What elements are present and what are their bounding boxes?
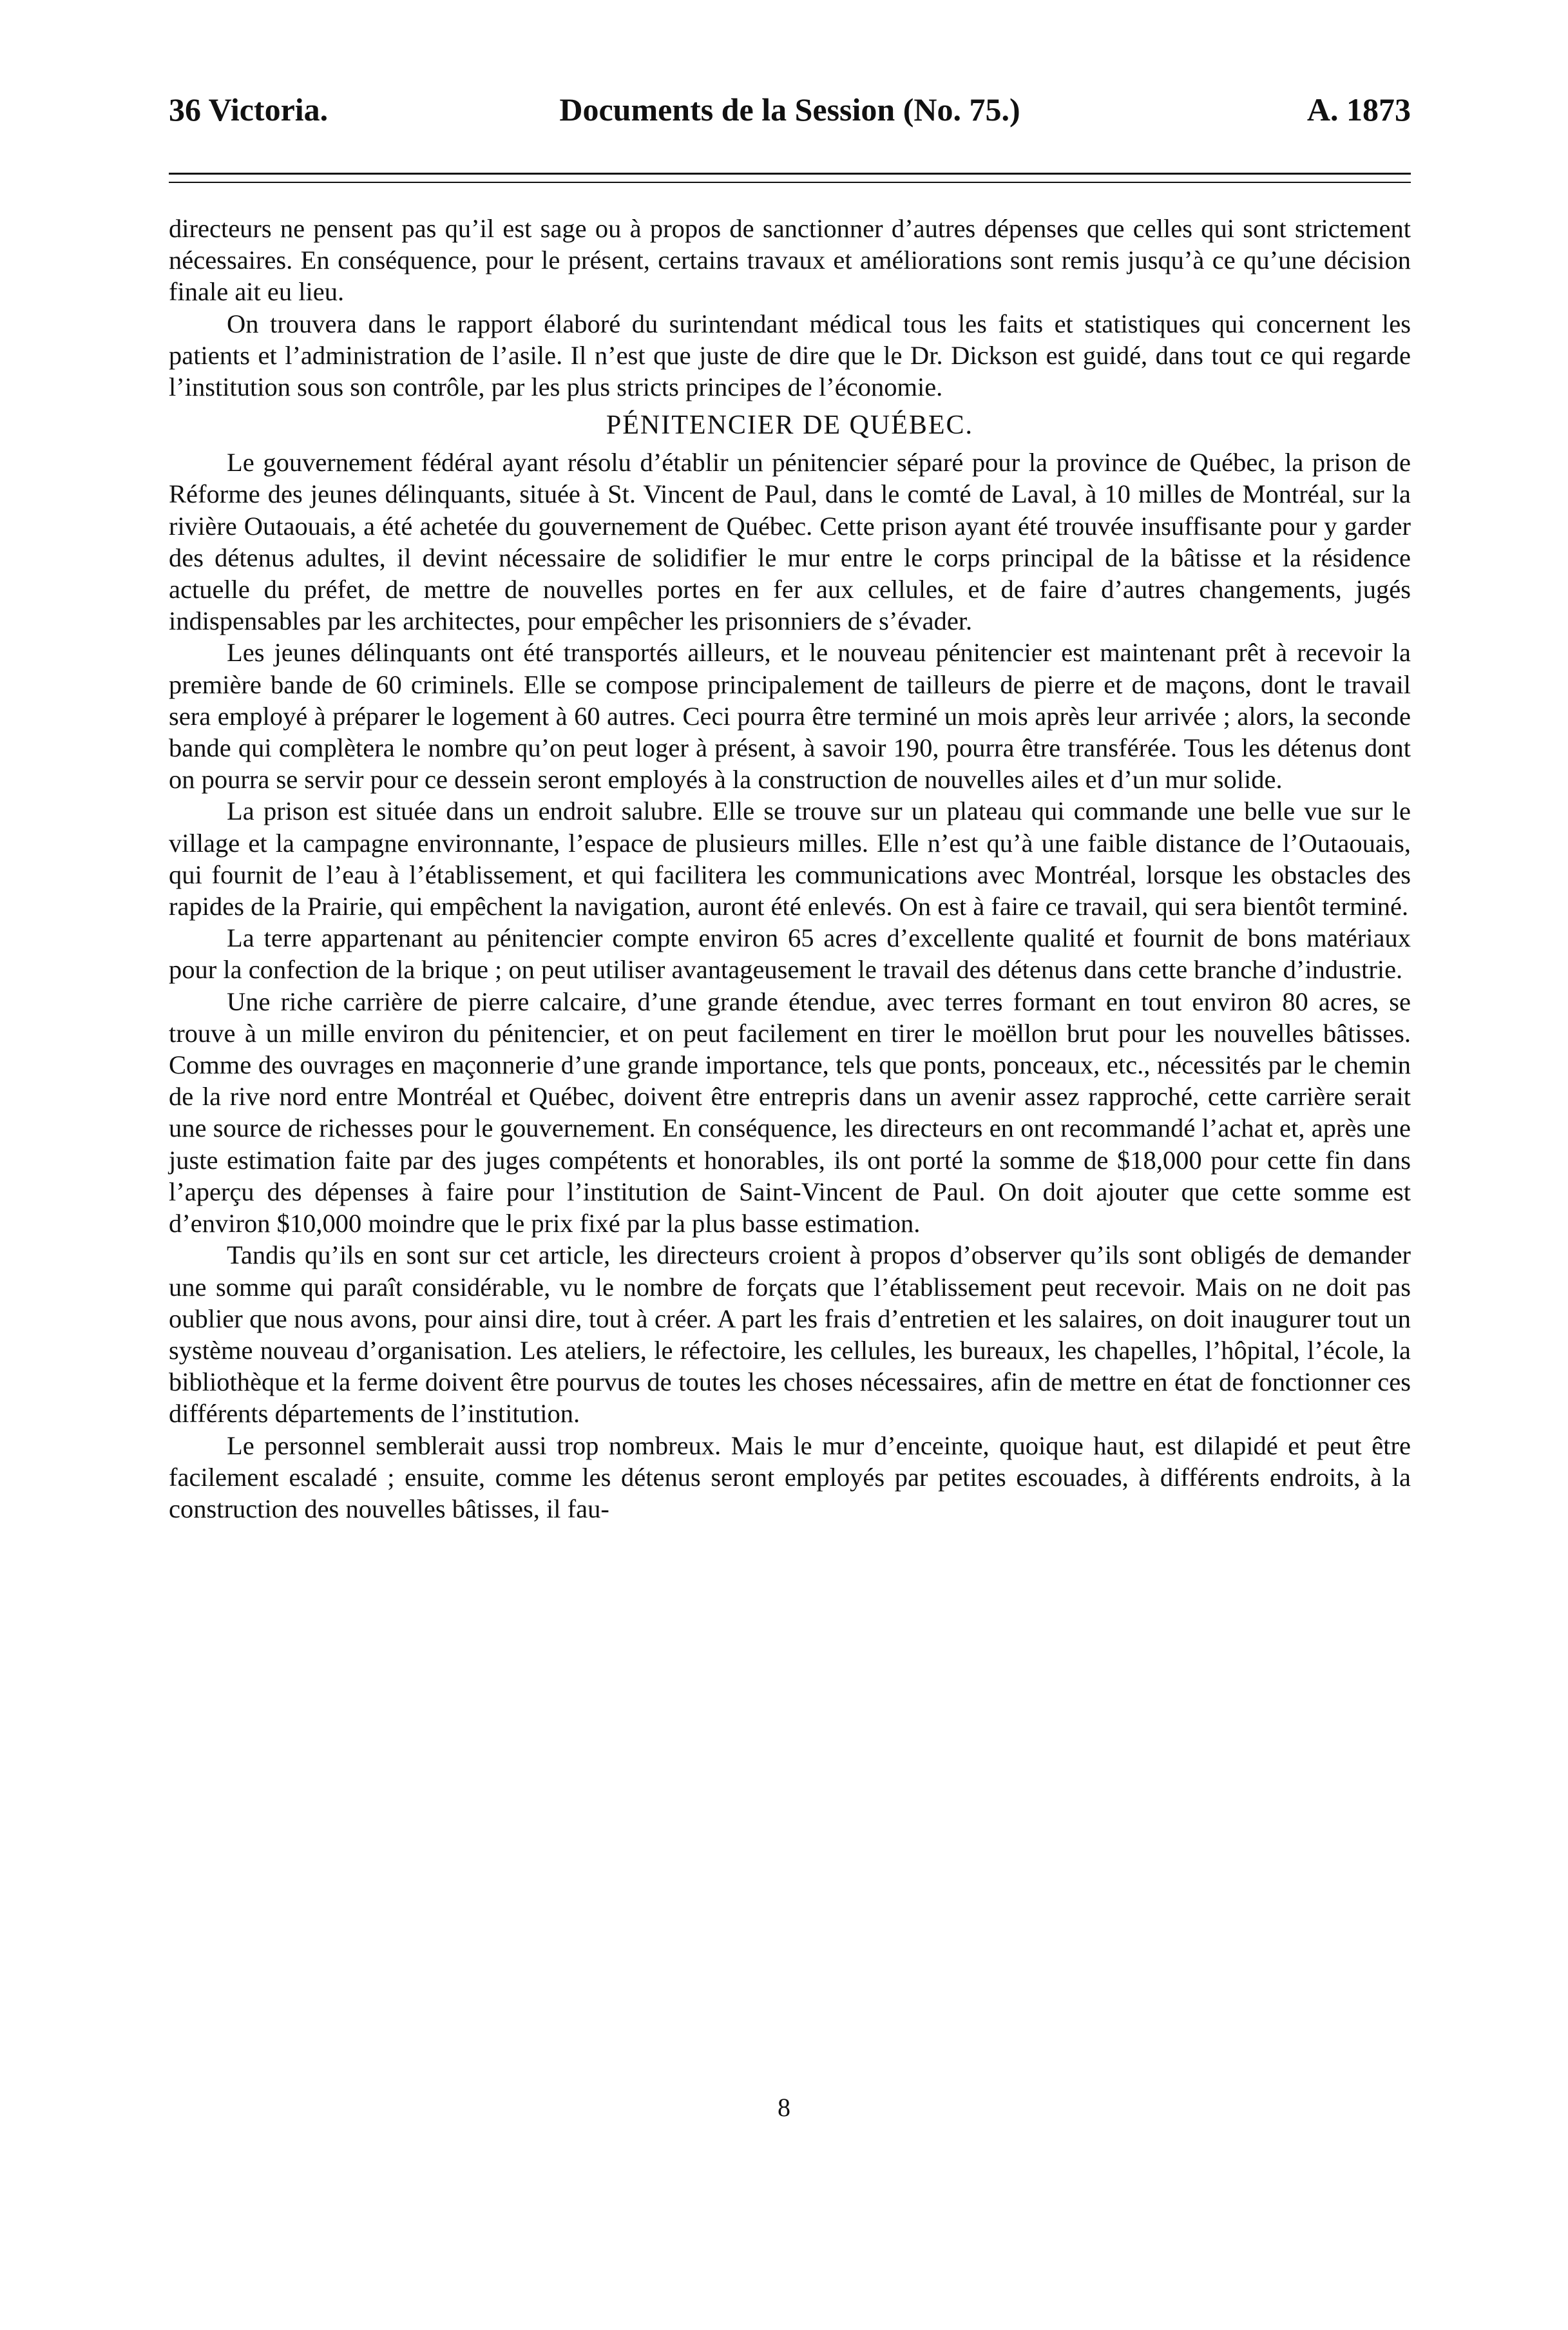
header-rule-thin (169, 182, 1411, 183)
paragraph: On trouvera dans le rapport élaboré du surintendant médical tous les faits et statistiques qui concernent les patients et l’administration de l’asile. Il n’est que juste de dire que le Dr. Dickson est guidé, dans tout ce qui regarde l’institution sous son contrôle, par les plus stricts principes de l’économie. (169, 309, 1411, 402)
paragraph: Le personnel semblerait aussi trop nombreux. Mais le mur d’enceinte, quoique haut, est dilapidé et peut être facilement escaladé ; ensuite, comme les détenus seront employés par petites escouades, à différents endroits, à la construction des nouvelles bâtisses, il fau- (169, 1430, 1411, 1523)
paragraph: Le gouvernement fédéral ayant résolu d’établir un pénitencier séparé pour la province de Québec, la prison de Réforme des jeunes délinquants, située à St. Vincent de Paul, dans le comté de Laval, à 10 milles de Montréal, sur la rivière Outaouais, a été achetée du gouvernement de Québec. Cette prison ayant été trouvée insuffisante pour y garder des détenus adultes, il devint nécessaire de solidifier le mur entre le corps principal de la bâtisse et la résidence actuelle du préfet, de mettre de nouvelles portes en fer aux cellules, et de faire d’autres changements, jugés indispensables par les architectes, pour empêcher les prisonniers de s’évader. (169, 448, 1411, 636)
header-rule-thick (169, 173, 1411, 175)
paragraph: Tandis qu’ils en sont sur cet article, les directeurs croient à propos d’observer qu’ils sont obligés de demander une somme qui paraît considérable, vu le nombre de forçats que l’établissement peut recevoir. Mais on ne doit pas oublier que nous avons, pour ainsi dire, tout à créer. A part les frais d’entretien et les salaires, on doit inaugurer tout un système nouveau d’organisation. Les ateliers, le réfectoire, les cellules, les bureaux, les chapelles, l’hôpital, l’école, la bibliothèque et la ferme doivent être pourvus de toutes les choses nécessaires, afin de mettre en état de fonctionner ces différents départements de l’institution. (169, 1240, 1411, 1429)
paragraph: directeurs ne pensent pas qu’il est sage ou à propos de sanctionner d’autres dépenses que celles qui sont strictement nécessaires. En conséquence, pour le présent, certains travaux et améliorations sont remis jusqu’à ce qu’une décision finale ait eu lieu. (169, 214, 1411, 307)
paragraph: La prison est située dans un endroit salubre. Elle se trouve sur un plateau qui commande une belle vue sur le village et la campagne environnante, l’espace de plusieurs milles. Elle n’est qu’à une faible distance de l’Outaouais, qui fournit de l’eau à l’établissement, et qui facilitera les communications avec Montréal, lorsque les obstacles des rapides de la Prairie, qui empêchent la navigation, auront été enlevés. On est à faire ce travail, qui sera bientôt terminé. (169, 796, 1411, 921)
header-volume: 36 Victoria. (169, 91, 329, 128)
page-number: 8 (778, 2093, 790, 2122)
running-header (169, 84, 1411, 135)
paragraph: Les jeunes délinquants ont été transportés ailleurs, et le nouveau pénitencier est maintenant prêt à recevoir la première bande de 60 criminels. Elle se compose principalement de tailleurs de pierre et de maçons, dont le travail sera employé à préparer le logement à 60 autres. Ceci pourra être terminé un mois après leur arrivée ; alors, la seconde bande qui complètera le nombre qu’on peut loger à présent, à savoir 190, pourra être transférée. Tous les détenus dont on pourra se servir pour ce dessein seront employés à la construction de nouvelles ailes et d’un mur solide. (169, 638, 1411, 794)
header-title: Documents de la Session (No. 75.) (559, 91, 1020, 128)
paragraph: Une riche carrière de pierre calcaire, d’une grande étendue, avec terres formant en tout environ 80 acres, se trouve à un mille environ du pénitencier, et on peut facilement en tirer le moëllon brut pour les nouvelles bâtisses. Comme des ouvrages en maçonnerie d’une grande importance, tels que ponts, ponceaux, etc., nécessités par le chemin de la rive nord entre Montréal et Québec, doivent être entrepris dans un avenir assez rapproché, cette carrière serait une source de richesses pour le gouvernement. En conséquence, les directeurs en ont recommandé l’achat et, après une juste estimation faite par des juges compétents et honorables, ils ont porté la somme de $18,000 pour cette fin dans l’aperçu des dépenses à faire pour l’institution de Saint-Vincent de Paul. On doit ajouter que cette somme est d’environ $10,000 moindre que le prix fixé par la plus basse estimation. (169, 987, 1411, 1238)
main-text (169, 213, 1411, 1525)
paragraph: La terre appartenant au pénitencier compte environ 65 acres d’excellente qualité et fournit de bons matériaux pour la confection de la brique ; on peut utiliser avantageusement le travail des détenus dans cette branche d’industrie. (169, 923, 1411, 985)
section-heading: PÉNITENCIER DE QUÉBEC. (606, 410, 974, 441)
header-year: A. 1873 (1306, 91, 1411, 128)
